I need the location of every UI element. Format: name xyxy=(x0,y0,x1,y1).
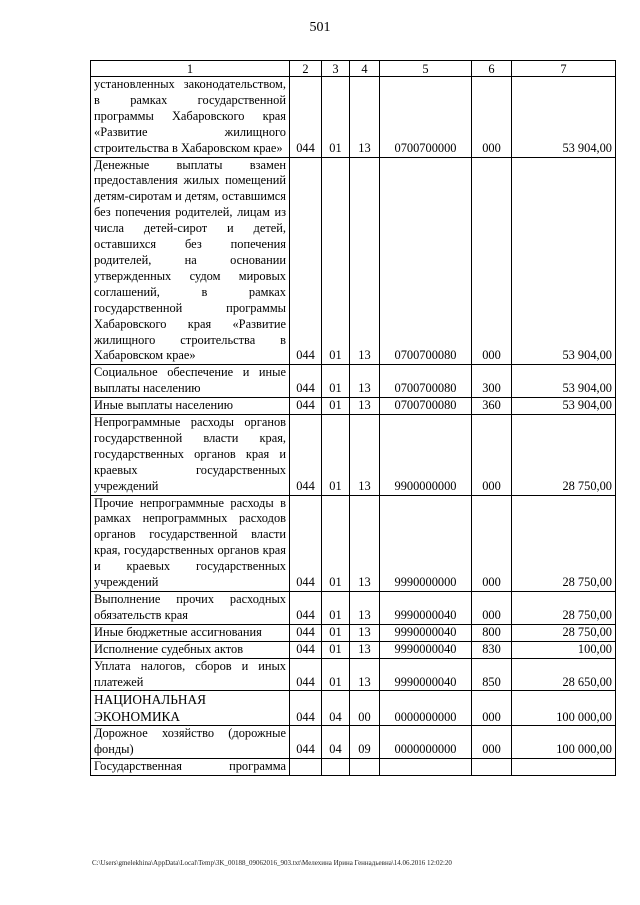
table-row xyxy=(91,365,616,398)
amount: 53 904,00 xyxy=(512,77,616,158)
admin-code: 044 xyxy=(290,641,322,658)
budget-table xyxy=(90,60,616,776)
amount xyxy=(512,759,616,776)
expense-type-code: 360 xyxy=(472,398,512,415)
column-header: 1 xyxy=(91,61,290,77)
amount: 100,00 xyxy=(512,641,616,658)
column-header-row xyxy=(91,61,616,77)
section-code: 01 xyxy=(322,658,350,691)
admin-code: 044 xyxy=(290,658,322,691)
amount: 28 750,00 xyxy=(512,495,616,591)
section-code: 01 xyxy=(322,77,350,158)
target-code: 9990000040 xyxy=(380,658,472,691)
row-name: Иные выплаты населению xyxy=(91,398,290,415)
table-row xyxy=(91,495,616,591)
target-code: 0000000000 xyxy=(380,691,472,726)
row-name: Денежные выплаты взамен предоставления жилых помещений детям-сиротам и детям, оставшимся без попечения родителей, лицам из числа детей-сирот и детей, оставшихся без попечения родителей, на основании утвержденных судом мировых соглашений, в рамках государственной программы Хабаровского края «Развитие жилищного строительства в Хабаровском крае» xyxy=(91,157,290,365)
column-header: 4 xyxy=(350,61,380,77)
row-name: Дорожное хозяйство (дорожные фонды) xyxy=(91,726,290,759)
expense-type-code: 800 xyxy=(472,624,512,641)
section-code xyxy=(322,759,350,776)
subsection-code: 13 xyxy=(350,365,380,398)
admin-code: 044 xyxy=(290,726,322,759)
subsection-code: 09 xyxy=(350,726,380,759)
row-name: установленных законодательством, в рамках государственной программы Хабаровского края «Развитие жилищного строительства в Хабаровском крае» xyxy=(91,77,290,158)
table-row xyxy=(91,592,616,625)
column-header: 7 xyxy=(512,61,616,77)
target-code: 9990000040 xyxy=(380,592,472,625)
expense-type-code: 850 xyxy=(472,658,512,691)
column-header: 6 xyxy=(472,61,512,77)
table-row xyxy=(91,726,616,759)
amount: 100 000,00 xyxy=(512,726,616,759)
table-row xyxy=(91,691,616,726)
admin-code: 044 xyxy=(290,415,322,496)
expense-type-code: 000 xyxy=(472,495,512,591)
amount: 53 904,00 xyxy=(512,398,616,415)
target-code: 0700700000 xyxy=(380,77,472,158)
section-code: 04 xyxy=(322,691,350,726)
expense-type-code: 830 xyxy=(472,641,512,658)
table-row xyxy=(91,759,616,776)
expense-type-code xyxy=(472,759,512,776)
subsection-code: 13 xyxy=(350,658,380,691)
admin-code: 044 xyxy=(290,157,322,365)
row-name: Иные бюджетные ассигнования xyxy=(91,624,290,641)
section-code: 01 xyxy=(322,641,350,658)
target-code xyxy=(380,759,472,776)
section-code: 01 xyxy=(322,398,350,415)
section-code: 01 xyxy=(322,495,350,591)
page-number: 501 xyxy=(309,20,331,35)
section-code: 01 xyxy=(322,415,350,496)
amount: 28 750,00 xyxy=(512,415,616,496)
table-row xyxy=(91,77,616,158)
amount: 100 000,00 xyxy=(512,691,616,726)
amount: 53 904,00 xyxy=(512,157,616,365)
expense-type-code: 000 xyxy=(472,592,512,625)
expense-type-code: 000 xyxy=(472,77,512,158)
file-path-footer: C:\Users\gmelekhina\AppData\Local\Temp\3K_00188_09062016_903.txt\Мелехина Ирина Геннадьевна\14.06.2016 12:02:20 xyxy=(92,859,452,867)
subsection-code: 13 xyxy=(350,624,380,641)
section-code: 01 xyxy=(322,157,350,365)
admin-code: 044 xyxy=(290,77,322,158)
subsection-code: 13 xyxy=(350,398,380,415)
subsection-code xyxy=(350,759,380,776)
admin-code xyxy=(290,759,322,776)
expense-type-code: 000 xyxy=(472,157,512,365)
admin-code: 044 xyxy=(290,365,322,398)
table-row xyxy=(91,658,616,691)
target-code: 9990000040 xyxy=(380,624,472,641)
target-code: 0700700080 xyxy=(380,398,472,415)
row-name: Государственная программа xyxy=(91,759,290,776)
section-code: 01 xyxy=(322,624,350,641)
row-name: НАЦИОНАЛЬНАЯ ЭКОНОМИКА xyxy=(91,691,290,726)
subsection-code: 13 xyxy=(350,641,380,658)
subsection-code: 13 xyxy=(350,157,380,365)
admin-code: 044 xyxy=(290,495,322,591)
subsection-code: 13 xyxy=(350,495,380,591)
target-code: 0700700080 xyxy=(380,157,472,365)
admin-code: 044 xyxy=(290,592,322,625)
amount: 28 650,00 xyxy=(512,658,616,691)
target-code: 9990000040 xyxy=(380,641,472,658)
expense-type-code: 300 xyxy=(472,365,512,398)
expense-type-code: 000 xyxy=(472,415,512,496)
amount: 28 750,00 xyxy=(512,592,616,625)
row-name: Выполнение прочих расходных обязательств края xyxy=(91,592,290,625)
row-name: Непрограммные расходы органов государственной власти края, государственных органов края и краевых государственных учреждений xyxy=(91,415,290,496)
row-name: Прочие непрограммные расходы в рамках непрограммных расходов органов государственной власти края, государственных органов края и краевых государственных учреждений xyxy=(91,495,290,591)
admin-code: 044 xyxy=(290,398,322,415)
subsection-code: 13 xyxy=(350,77,380,158)
admin-code: 044 xyxy=(290,691,322,726)
target-code: 0000000000 xyxy=(380,726,472,759)
admin-code: 044 xyxy=(290,624,322,641)
row-name: Уплата налогов, сборов и иных платежей xyxy=(91,658,290,691)
row-name: Исполнение судебных актов xyxy=(91,641,290,658)
subsection-code: 13 xyxy=(350,415,380,496)
subsection-code: 00 xyxy=(350,691,380,726)
subsection-code: 13 xyxy=(350,592,380,625)
target-code: 9900000000 xyxy=(380,415,472,496)
table-row xyxy=(91,157,616,365)
section-code: 04 xyxy=(322,726,350,759)
expense-type-code: 000 xyxy=(472,726,512,759)
target-code: 9990000000 xyxy=(380,495,472,591)
table-row xyxy=(91,415,616,496)
column-header: 5 xyxy=(380,61,472,77)
target-code: 0700700080 xyxy=(380,365,472,398)
amount: 53 904,00 xyxy=(512,365,616,398)
row-name: Социальное обеспечение и иные выплаты населению xyxy=(91,365,290,398)
column-header: 3 xyxy=(322,61,350,77)
table-row xyxy=(91,624,616,641)
section-code: 01 xyxy=(322,592,350,625)
amount: 28 750,00 xyxy=(512,624,616,641)
table-row xyxy=(91,641,616,658)
column-header: 2 xyxy=(290,61,322,77)
table-row xyxy=(91,398,616,415)
section-code: 01 xyxy=(322,365,350,398)
expense-type-code: 000 xyxy=(472,691,512,726)
